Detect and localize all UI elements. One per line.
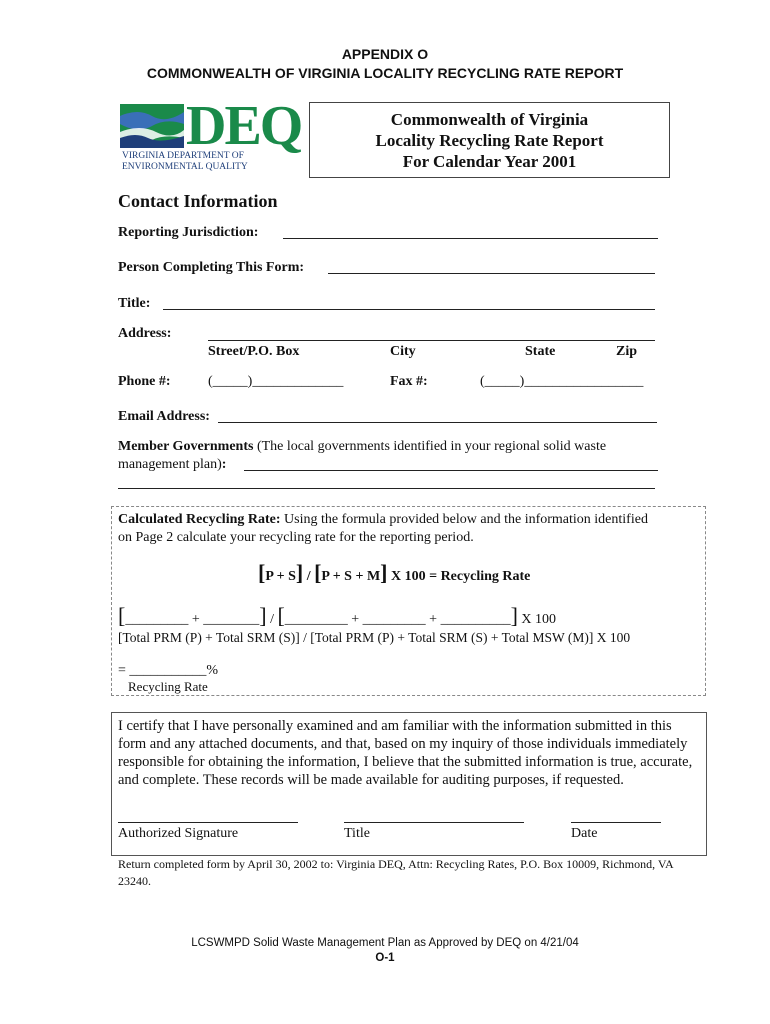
sign-title-field[interactable]	[344, 822, 524, 823]
member-governments-desc2: management plan)	[118, 457, 222, 472]
calc-desc2: on Page 2 calculate your recycling rate for the reporting period.	[118, 530, 474, 545]
sign-date-field[interactable]	[571, 822, 661, 823]
state-sublabel: State	[525, 344, 556, 359]
recycling-rate-field[interactable]: = ___________%	[118, 663, 219, 678]
member-governments-label: Member Governments	[118, 439, 254, 454]
email-field[interactable]	[218, 422, 657, 423]
blank-bracket-close1: ]	[259, 603, 267, 628]
calc-desc: Using the formula provided below and the information identified	[280, 512, 648, 527]
calc-label: Calculated Recycling Rate:	[118, 512, 281, 527]
title-box	[309, 102, 670, 178]
title-line2: Locality Recycling Rate Report	[375, 131, 604, 150]
signature-field[interactable]	[118, 822, 298, 823]
formula-bracket-open2: [	[314, 560, 322, 585]
address-label: Address:	[118, 326, 172, 341]
blank-slash: /	[266, 612, 278, 627]
deq-logo-line1: VIRGINIA DEPARTMENT OF	[122, 151, 244, 161]
person-completing-label: Person Completing This Form:	[118, 260, 305, 275]
address-field[interactable]	[208, 340, 655, 341]
sign-date-label: Date	[571, 826, 598, 841]
formula-bracket-open1: [	[258, 560, 266, 585]
formula-blanks[interactable]	[118, 605, 556, 628]
blank-bracket-open1: [	[118, 603, 126, 628]
appendix-label: APPENDIX O	[341, 46, 429, 62]
blank-x100: X 100	[517, 612, 557, 627]
member-governments-colon: :	[221, 457, 227, 472]
blank-bracket-open2: [	[277, 603, 285, 628]
title-line1: Commonwealth of Virginia	[390, 110, 589, 129]
report-title: COMMONWEALTH OF VIRGINIA LOCALITY RECYCLING RATE REPORT	[146, 65, 624, 81]
deq-logo-line2: ENVIRONMENTAL QUALITY	[122, 162, 248, 172]
phone-label: Phone #:	[118, 374, 171, 389]
formula-bracket-close1: ]	[295, 560, 304, 585]
formula-psm: P + S + M	[321, 569, 381, 584]
formula-ps: P + S	[265, 569, 296, 584]
formula-totals: [Total PRM (P) + Total SRM (S)] / [Total PRM (P) + Total SRM (S) + Total MSW (M)] X 100	[118, 630, 631, 645]
certify-text: I certify that I have personally examined and am familiar with the information submitted in this form and any attached documents, and that, based on my inquiry of those individuals immediately responsible for obtaining the information, I believe that the submitted information is true, accurate, and complete. These records will be made available for auditing purposes, if requested.	[118, 718, 693, 788]
formula-bracket-close2: ]	[380, 560, 388, 585]
member-governments-line2	[118, 457, 226, 473]
recycling-rate-label: Recycling Rate	[128, 679, 208, 694]
member-governments-field1[interactable]	[244, 470, 658, 471]
blank-numerator[interactable]: _________ + ________	[125, 612, 260, 627]
member-governments-field2[interactable]	[118, 488, 655, 489]
email-label: Email Address:	[118, 409, 210, 424]
blank-denominator[interactable]: _________ + _________ + __________	[284, 612, 511, 627]
page-number: O-1	[375, 952, 395, 964]
deq-logo	[118, 95, 302, 174]
zip-sublabel: Zip	[616, 344, 638, 359]
contact-heading: Contact Information	[118, 191, 278, 211]
fax-field[interactable]: (_____)_________________	[480, 374, 644, 389]
calc-label-line1	[118, 512, 648, 528]
blank-bracket-close2: ]	[510, 603, 518, 628]
city-sublabel: City	[390, 344, 416, 359]
reporting-jurisdiction-field[interactable]	[283, 238, 658, 239]
member-governments-desc: (The local governments identified in your regional solid waste	[253, 439, 607, 454]
title-field[interactable]	[163, 309, 655, 310]
member-governments-line1	[118, 439, 606, 455]
reporting-jurisdiction-label: Reporting Jurisdiction:	[118, 225, 259, 240]
deq-logo-letters: DEQ	[186, 95, 302, 157]
formula	[258, 562, 530, 585]
fax-label: Fax #:	[390, 374, 428, 389]
street-sublabel: Street/P.O. Box	[208, 344, 300, 359]
sign-title-label: Title	[344, 826, 370, 841]
phone-field[interactable]: (_____)_____________	[208, 374, 344, 389]
title-label: Title:	[118, 296, 151, 311]
plan-note: LCSWMPD Solid Waste Management Plan as Approved by DEQ on 4/21/04	[191, 937, 579, 949]
formula-tail: X 100 = Recycling Rate	[387, 569, 531, 584]
signature-label: Authorized Signature	[118, 826, 239, 841]
formula-slash: /	[303, 569, 315, 584]
title-line3: For Calendar Year 2001	[402, 152, 577, 171]
person-completing-field[interactable]	[328, 273, 655, 274]
return-note: Return completed form by April 30, 2002 to: Virginia DEQ, Attn: Recycling Rates, P.O. Box 10009, Richmond, VA 23240.	[118, 857, 674, 888]
